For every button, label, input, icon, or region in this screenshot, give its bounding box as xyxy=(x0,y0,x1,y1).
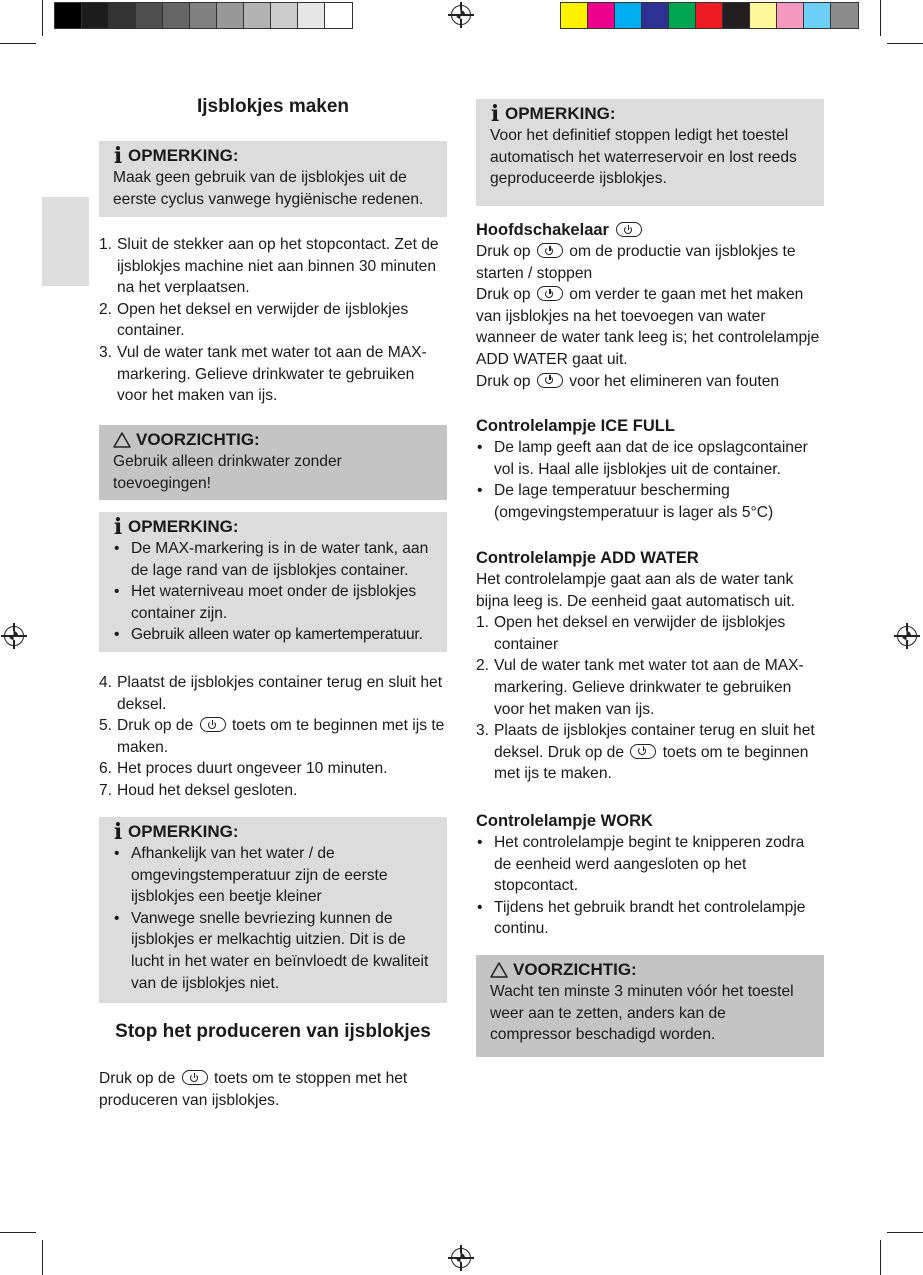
info-icon: i xyxy=(113,513,123,540)
note-heading-label: OPMERKING: xyxy=(128,517,239,536)
note-box xyxy=(476,99,824,206)
power-button-icon xyxy=(537,243,563,258)
crop-mark xyxy=(0,1232,36,1233)
step-number: 1. xyxy=(476,614,490,632)
note-heading-label: OPMERKING: xyxy=(505,104,616,123)
registration-mark-icon xyxy=(451,1248,471,1268)
power-button-icon xyxy=(630,744,656,759)
color-swatch xyxy=(298,3,325,28)
step-text: Houd het deksel gesloten. xyxy=(117,781,298,799)
steps-list xyxy=(99,234,447,407)
warning-icon xyxy=(113,432,131,448)
main-switch-section xyxy=(476,219,824,392)
crop-mark xyxy=(42,0,43,36)
text: Druk op xyxy=(476,286,531,304)
color-swatch xyxy=(244,3,271,28)
color-swatch xyxy=(190,3,217,28)
note-bullet-list xyxy=(113,843,433,994)
section-heading: Controlelampje ICE FULL xyxy=(476,417,675,435)
list-item xyxy=(99,234,447,299)
step-number: 1. xyxy=(99,236,113,253)
color-swatch xyxy=(561,3,588,28)
list-item xyxy=(99,672,447,715)
text: om verder te gaan met het maken van ijsblokjes na het toevoegen van water wanneer de water tank leeg is; het controlelampje ADD WATER gaat uit. xyxy=(476,286,820,368)
note-text: Maak geen gebruik van de ijsblokjes uit de eerste cyclus vanwege hygiënische redenen. xyxy=(113,169,424,208)
text: Druk op xyxy=(476,243,531,260)
crop-mark xyxy=(42,1240,43,1275)
note-box xyxy=(99,817,447,1003)
section-heading-label: Hoofdschakelaar xyxy=(476,221,609,239)
step-text: Open het deksel en verwijder de ijsblokjes container xyxy=(494,614,786,653)
note-box xyxy=(99,512,447,652)
list-item: • Het controlelampje begint te knipperen zodra de eenheid werd aangesloten op het stopcontact. xyxy=(476,832,824,897)
work-section xyxy=(476,810,824,940)
crop-mark xyxy=(880,0,881,36)
text: voor het elimineren van fouten xyxy=(569,372,780,390)
crop-mark xyxy=(0,43,36,44)
caution-box xyxy=(476,955,824,1057)
color-swatch xyxy=(723,3,750,28)
steps-list xyxy=(476,612,824,785)
list-item: • De lamp geeft aan dat de ice opslagcontainer vol is. Haal alle ijsblokjes uit de container. xyxy=(476,437,824,480)
step-text: toets om te beginnen met ijs te maken. xyxy=(494,743,809,783)
bullet-list xyxy=(476,832,824,940)
note-text: Voor het definitief stoppen ledigt het toestel automatisch het waterreservoir en lost reeds geproduceerde ijsblokjes. xyxy=(490,127,797,188)
step-number: 7. xyxy=(99,781,113,799)
stop-text: toets om te stoppen met het produceren van ijsblokjes. xyxy=(99,1070,408,1109)
paragraph xyxy=(476,241,824,284)
list-item: • Afhankelijk van het water / de omgevingstemperatuur zijn de eerste ijsblokjes een beetje kleiner xyxy=(113,843,433,908)
color-swatch xyxy=(588,3,615,28)
step-text: Druk op de xyxy=(117,717,194,735)
stop-text: Druk op de xyxy=(99,1070,176,1087)
caution-box xyxy=(99,425,447,500)
info-icon: i xyxy=(113,142,123,169)
caution-heading xyxy=(490,958,810,981)
caution-heading xyxy=(113,428,433,451)
step-text: Plaats de ijsblokjes container terug en sluit het deksel. Druk op de xyxy=(494,722,815,761)
section-heading: Controlelampje WORK xyxy=(476,812,653,830)
power-button-icon xyxy=(200,717,226,732)
power-button-icon xyxy=(537,286,563,301)
note-heading-label: OPMERKING: xyxy=(128,822,239,841)
paragraph xyxy=(476,284,824,370)
section-heading xyxy=(476,219,824,241)
step-text: Vul de water tank met water tot aan de MAX-markering. Gelieve drinkwater te gebruiken voor het maken van ijs. xyxy=(117,343,427,405)
info-icon: i xyxy=(113,818,123,845)
color-swatch xyxy=(163,3,190,28)
add-water-section xyxy=(476,547,824,785)
color-swatch xyxy=(271,3,298,28)
bullet-list xyxy=(476,437,824,523)
step-number: 2. xyxy=(476,657,490,675)
list-item: • Vanwege snelle bevriezing kunnen de ijsblokjes er melkachtig uitzien. Dit is de lucht in het water en beïnvloedt de kwaliteit van de ijsblokjes niet. xyxy=(113,908,433,994)
paragraph xyxy=(476,371,824,393)
color-swatch xyxy=(615,3,642,28)
step-number: 5. xyxy=(99,717,113,735)
gray-color-bar xyxy=(54,2,353,29)
list-item: • De MAX-markering is in de water tank, aan de lage rand van de ijsblokjes container. xyxy=(113,538,433,581)
list-item xyxy=(476,612,824,655)
ice-full-section xyxy=(476,415,824,523)
section-heading: Controlelampje ADD WATER xyxy=(476,549,699,567)
color-swatch xyxy=(750,3,777,28)
list-item: • Gebruik alleen water op kamertemperatuur. xyxy=(113,624,433,646)
color-swatch xyxy=(109,3,136,28)
section-title: Stop het produceren van ijsblokjes xyxy=(115,1021,431,1042)
color-swatch xyxy=(777,3,804,28)
caution-text: Gebruik alleen drinkwater zonder toevoegingen! xyxy=(113,453,342,492)
power-button-icon xyxy=(616,222,642,237)
step-text: Het proces duurt ongeveer 10 minuten. xyxy=(117,760,388,778)
note-heading xyxy=(490,102,810,125)
steps-list xyxy=(99,672,447,802)
registration-mark-icon xyxy=(4,626,24,646)
list-item xyxy=(99,715,447,758)
color-bar xyxy=(560,2,859,29)
list-item: • De lage temperatuur bescherming (omgevingstemperatuur is lager als 5°C) xyxy=(476,480,824,523)
list-item xyxy=(99,299,447,342)
list-item xyxy=(476,720,824,785)
step-text: Sluit de stekker aan op het stopcontact. Zet de ijsblokjes machine niet aan binnen 30 minuten na het verplaatsen. xyxy=(117,236,439,297)
note-box xyxy=(99,141,447,217)
caution-heading-label: VOORZICHTIG: xyxy=(513,960,637,979)
step-number: 3. xyxy=(476,722,490,740)
caution-heading-label: VOORZICHTIG: xyxy=(136,430,260,449)
note-heading xyxy=(113,144,433,167)
page-title: Ijsblokjes maken xyxy=(196,96,350,117)
color-swatch xyxy=(669,3,696,28)
color-swatch xyxy=(136,3,163,28)
step-number: 2. xyxy=(99,300,113,318)
step-number: 6. xyxy=(99,760,113,778)
language-side-tab xyxy=(42,197,89,286)
list-item xyxy=(99,342,447,407)
text: om de productie van ijsblokjes te starten / stoppen xyxy=(476,243,796,282)
crop-mark xyxy=(887,43,923,44)
step-number: 3. xyxy=(99,343,113,361)
power-button-icon xyxy=(182,1070,208,1085)
crop-mark xyxy=(880,1240,881,1275)
step-number: 4. xyxy=(99,674,113,691)
note-bullet-list xyxy=(113,538,433,646)
note-heading xyxy=(113,820,433,843)
list-item: • Tijdens het gebruik brandt het controlelampje continu. xyxy=(476,897,824,940)
color-swatch xyxy=(831,3,858,28)
crop-mark xyxy=(887,1232,923,1233)
note-heading xyxy=(113,515,433,538)
stop-instructions xyxy=(99,1068,447,1111)
info-icon: i xyxy=(490,100,500,127)
list-item xyxy=(476,655,824,720)
warning-icon xyxy=(490,962,508,978)
step-text: Vul de water tank met water tot aan de MAX-markering. Gelieve drinkwater te gebruiken voor het maken van ijs. xyxy=(494,657,804,718)
color-swatch xyxy=(55,3,82,28)
step-text: toets om te beginnen met ijs te maken. xyxy=(117,717,445,756)
text: Druk op xyxy=(476,372,531,390)
paragraph: Het controlelampje gaat aan als de water tank bijna leeg is. De eenheid gaat automatisch uit. xyxy=(476,571,796,610)
list-item: • Het waterniveau moet onder de ijsblokjes container zijn. xyxy=(113,581,433,624)
registration-mark-icon xyxy=(451,5,471,25)
color-swatch xyxy=(642,3,669,28)
color-swatch xyxy=(696,3,723,28)
note-heading-label: OPMERKING: xyxy=(128,146,239,165)
step-text: Plaatst de ijsblokjes container terug en sluit het deksel. xyxy=(117,674,443,713)
color-swatch xyxy=(804,3,831,28)
registration-mark-icon xyxy=(897,626,917,646)
step-text: Open het deksel en verwijder de ijsblokjes container. xyxy=(117,300,409,340)
list-item xyxy=(99,758,447,780)
list-item xyxy=(99,780,447,802)
color-swatch xyxy=(82,3,109,28)
power-button-icon xyxy=(537,373,563,388)
color-swatch xyxy=(217,3,244,28)
caution-text: Wacht ten minste 3 minuten vóór het toestel weer aan te zetten, anders kan de compressor beschadigd worden. xyxy=(490,983,794,1044)
color-swatch xyxy=(325,3,352,28)
